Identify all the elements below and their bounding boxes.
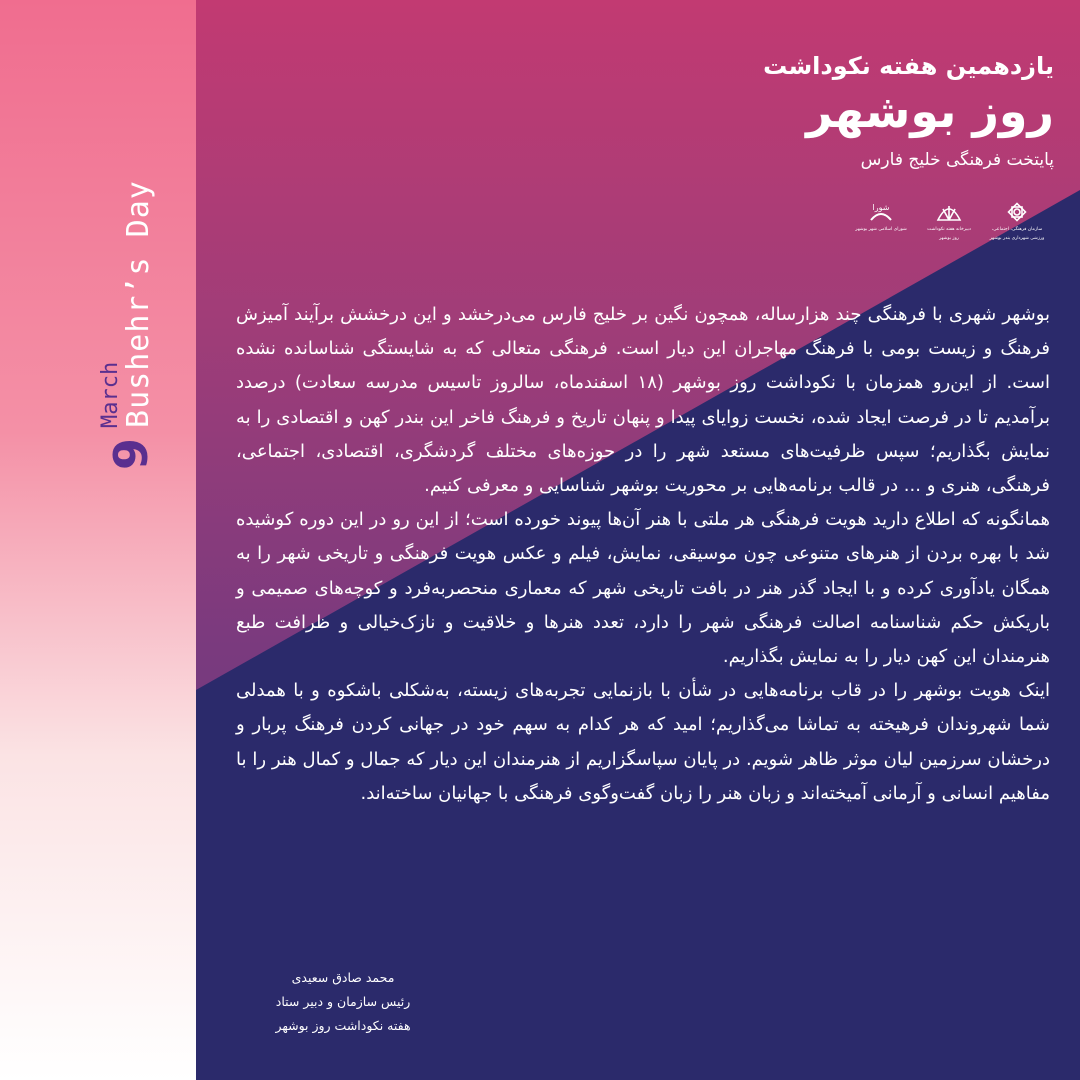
- main-panel: [196, 0, 1080, 1080]
- logo-cultural-organization: [989, 200, 1045, 242]
- body-paragraph: بوشهر شهری با فرهنگی چند هزارساله، همچون نگین بر خلیج فارس می‌درخشد و این درخشش برآیند آمیزش فرهنگ و زیست بومی با فرهنگ مهاجران این دیار است. فرهنگی متعالی که به شایستگی شناسانده نشده است. از این‌رو همزمان با نکوداشت روز بوشهر (۱۸ اسفندماه، سالروز تاسیس مدرسه سعادت) درصدد برآمدیم تا در فرصت ایجاد شده، نخست زوایای پیدا و پنهان تاریخ و فرهنگ فاخر این بندر کهن و اقتصادی را به نمایش بگذاریم؛ سپس ظرفیت‌های مستعد شهر را در حوزه‌های مختلف گردشگری، اقتصادی، اجتماعی، فرهنگی، هنری و ... در قالب برنامه‌هایی بر محوریت بوشهر شناسایی و معرفی کنیم.: [236, 304, 1050, 497]
- logo-text: سازمان فرهنگی، اجتماعی،: [991, 227, 1043, 232]
- header-subtitle: یازدهمین هفته نکوداشت: [763, 52, 1054, 80]
- shell-logo-icon: [934, 200, 964, 224]
- signature-role: هفته نکوداشت روز بوشهر: [275, 1018, 411, 1033]
- geometric-rosette-logo-icon: [1002, 200, 1032, 224]
- body-paragraph: همانگونه که اطلاع دارید هویت فرهنگی هر ملتی با هنر آن‌ها پیوند خورده است؛ از این رو در این دوره کوشیده شد با بهره بردن از هنرهای متنوعی چون موسیقی، نمایش، فیلم و عکس هویت فرهنگی و تاریخی شهر را به همگان یادآوری کرده و با ایجاد گذر هنر در بافت تاریخی شهر که معماری منحصربه‌فرد و کوچه‌های صمیمی و باریکش حکم شناسنامه اصالت فرهنگی شهر را دارد، تعدد هنرها و خلاقیت و نازک‌خیالی و ظرافت طبع هنرمندان این کهن دیار را به نمایش بگذاریم.: [236, 509, 1050, 668]
- date-block: [100, 180, 154, 428]
- sponsor-logos: [855, 200, 1045, 242]
- signature-role: رئیس سازمان و دبیر ستاد: [275, 994, 411, 1009]
- signature-name: محمد صادق سعیدی: [291, 970, 395, 985]
- header-title: روز بوشهر: [806, 83, 1054, 138]
- shoura-logo-icon: [866, 200, 896, 224]
- header-tagline: پایتخت فرهنگی خلیج فارس: [860, 150, 1054, 171]
- date-day: 9: [104, 437, 158, 470]
- shoura-logo-wordmark: شورا: [872, 203, 890, 212]
- logo-week-secretariat: [924, 200, 974, 242]
- left-strip: [0, 0, 196, 1080]
- body-paragraph: اینک هویت بوشهر را در قاب برنامه‌هایی در شأن با بازنمایی تجربه‌های زیسته، به‌شکلی باشکوه و با همدلی شما شهروندان فرهیخته به تماشا می‌گذاریم؛ امید که هر کدام به سهم خود در جهانی کردن فرهنگ پربار و درخشان سرزمین لیان موثر ظاهر شویم. در پایان سپاسگزاریم از هنرمندان این دیار که جمال و کمال هنر را با مفاهیم انسانی و آرمانی آمیخته‌اند و زبان هنر را زبان گفت‌وگوی فرهنگی با جهانیان ساخته‌اند.: [236, 680, 1050, 804]
- logo-text: روز بوشهر: [939, 235, 959, 241]
- signature: [236, 966, 450, 1038]
- bushehr-day-title: Bushehr’s Day: [121, 180, 156, 428]
- logo-text: شورای اسلامی شهر بوشهر: [855, 227, 907, 232]
- header: [554, 52, 1054, 170]
- logo-text: ورزشی شهرداری بندر بوشهر: [989, 235, 1045, 241]
- date-month: March: [98, 361, 123, 428]
- vertical-date: [98, 180, 158, 470]
- body-text: [236, 298, 1050, 811]
- logo-text: دبیرخانه هفته نکوداشت: [927, 227, 971, 232]
- logo-city-council: [856, 200, 906, 242]
